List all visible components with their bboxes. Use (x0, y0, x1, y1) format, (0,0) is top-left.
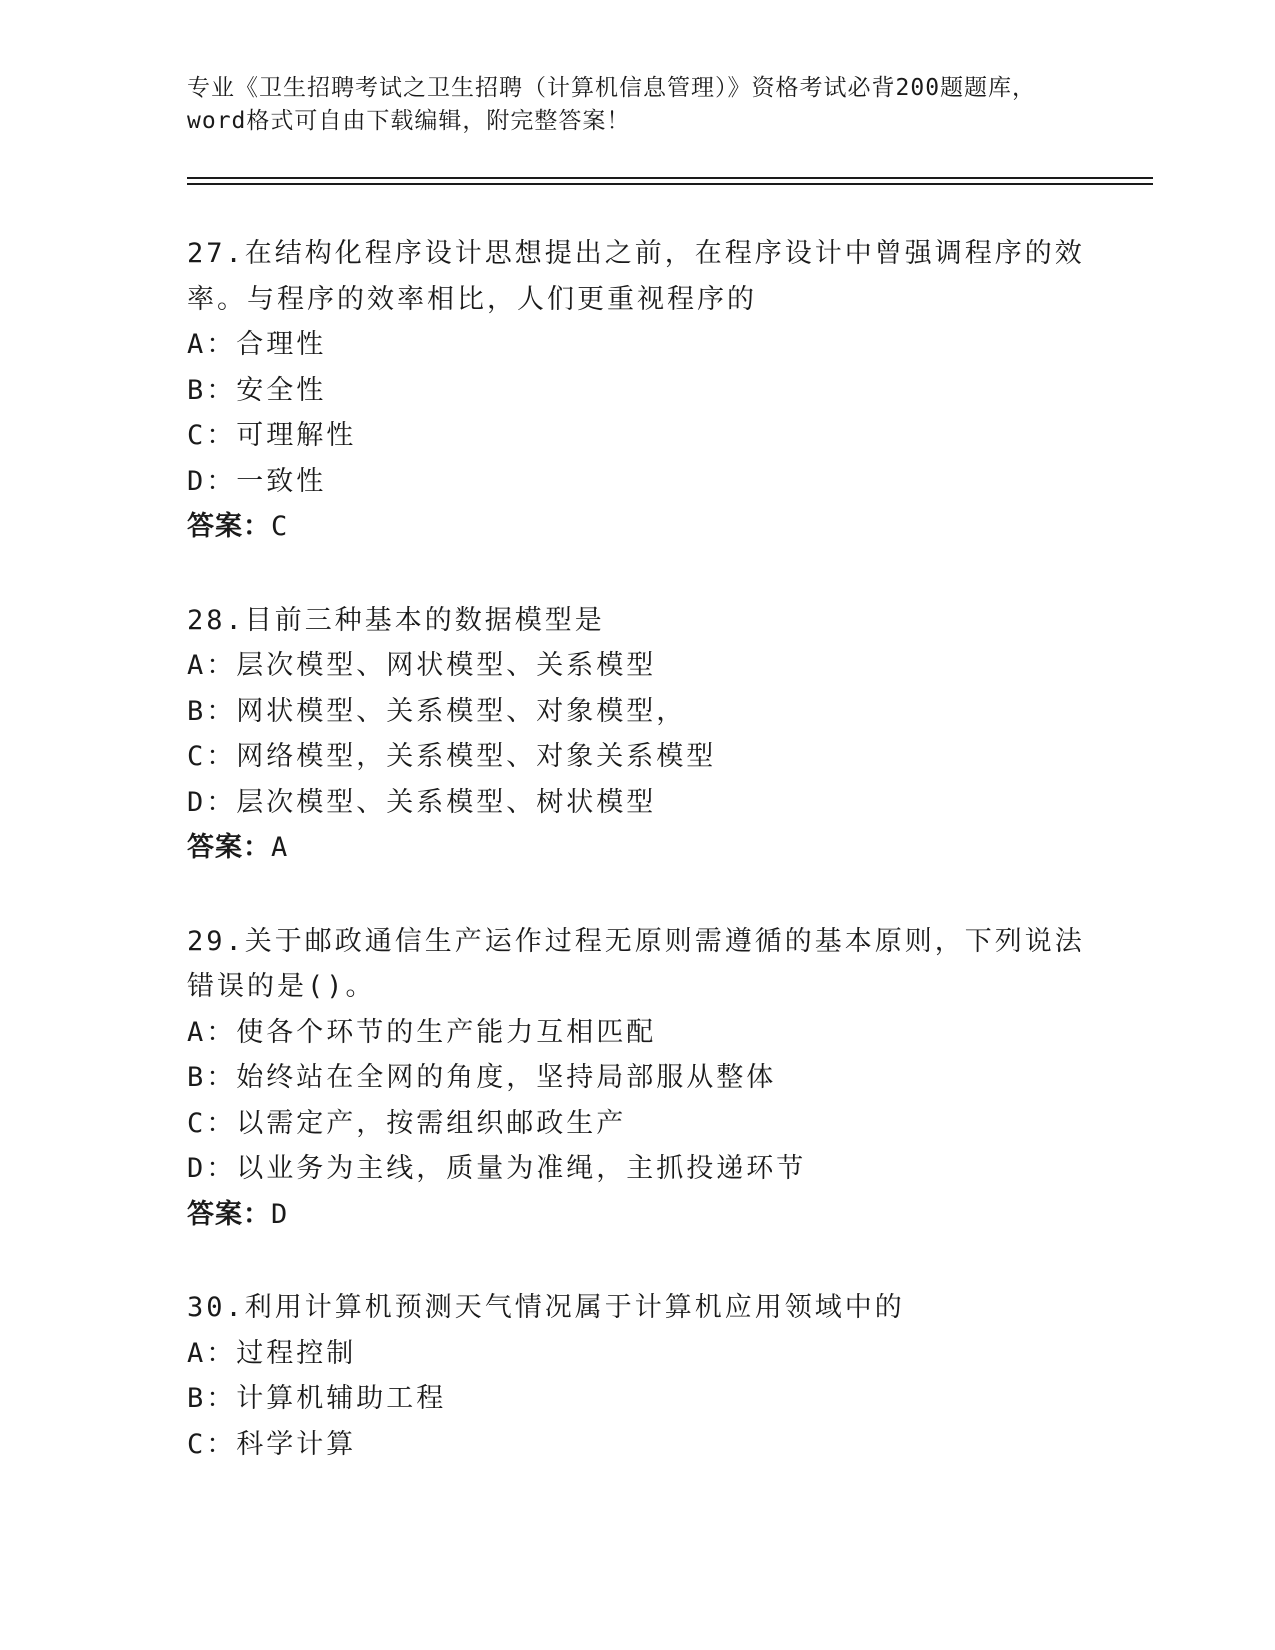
option-c: C：以需定产，按需组织邮政生产 (187, 1107, 627, 1139)
question-stem: 28.目前三种基本的数据模型是 (187, 604, 605, 636)
option-a: A：过程控制 (187, 1337, 357, 1369)
option-a: A：合理性 (187, 329, 327, 360)
answer-line (187, 825, 1087, 871)
header-line-1: 专业《卫生招聘考试之卫生招聘（计算机信息管理）》资格考试必背200题题库， (187, 75, 1037, 101)
answer-value: A (271, 832, 289, 863)
option-d: D：层次模型、关系模型、树状模型 (187, 786, 657, 818)
question-30 (187, 1285, 1087, 1467)
question-28 (187, 598, 1087, 871)
question-27 (187, 231, 1087, 550)
option-c: C：可理解性 (187, 420, 357, 451)
question-29 (187, 919, 1087, 1238)
answer-label: 答案： (187, 832, 271, 863)
answer-label: 答案： (187, 1198, 271, 1230)
answer-value: C (271, 511, 289, 542)
header-line-2: word格式可自由下载编辑，附完整答案！ (187, 108, 631, 134)
option-a: A：使各个环节的生产能力互相匹配 (187, 1016, 657, 1048)
option-c: C：科学计算 (187, 1428, 357, 1460)
header-divider-top (187, 177, 1153, 179)
answer-line (187, 504, 1087, 550)
answer-label: 答案： (187, 511, 271, 542)
option-b: B：网状模型、关系模型、对象模型， (187, 695, 687, 727)
answer-value: D (271, 1198, 289, 1230)
option-b: B：安全性 (187, 374, 327, 406)
option-c: C：网络模型，关系模型、对象关系模型 (187, 741, 717, 772)
option-d: D：一致性 (187, 465, 327, 497)
question-list (187, 231, 1087, 1515)
header-divider-bottom (187, 183, 1153, 185)
document-header (187, 72, 1087, 138)
option-a: A：层次模型、网状模型、关系模型 (187, 650, 657, 681)
option-b: B：计算机辅助工程 (187, 1383, 447, 1414)
question-stem: 29.关于邮政通信生产运作过程无原则需遵循的基本原则，下列说法错误的是()。 (187, 925, 1085, 1002)
answer-line (187, 1192, 1087, 1238)
option-b: B：始终站在全网的角度，坚持局部服从整体 (187, 1062, 777, 1093)
question-stem: 30.利用计算机预测天气情况属于计算机应用领域中的 (187, 1292, 905, 1323)
option-d: D：以业务为主线，质量为准绳，主抓投递环节 (187, 1153, 807, 1184)
question-stem: 27.在结构化程序设计思想提出之前，在程序设计中曾强调程序的效率。与程序的效率相比，人们更重视程序的 (187, 238, 1085, 315)
